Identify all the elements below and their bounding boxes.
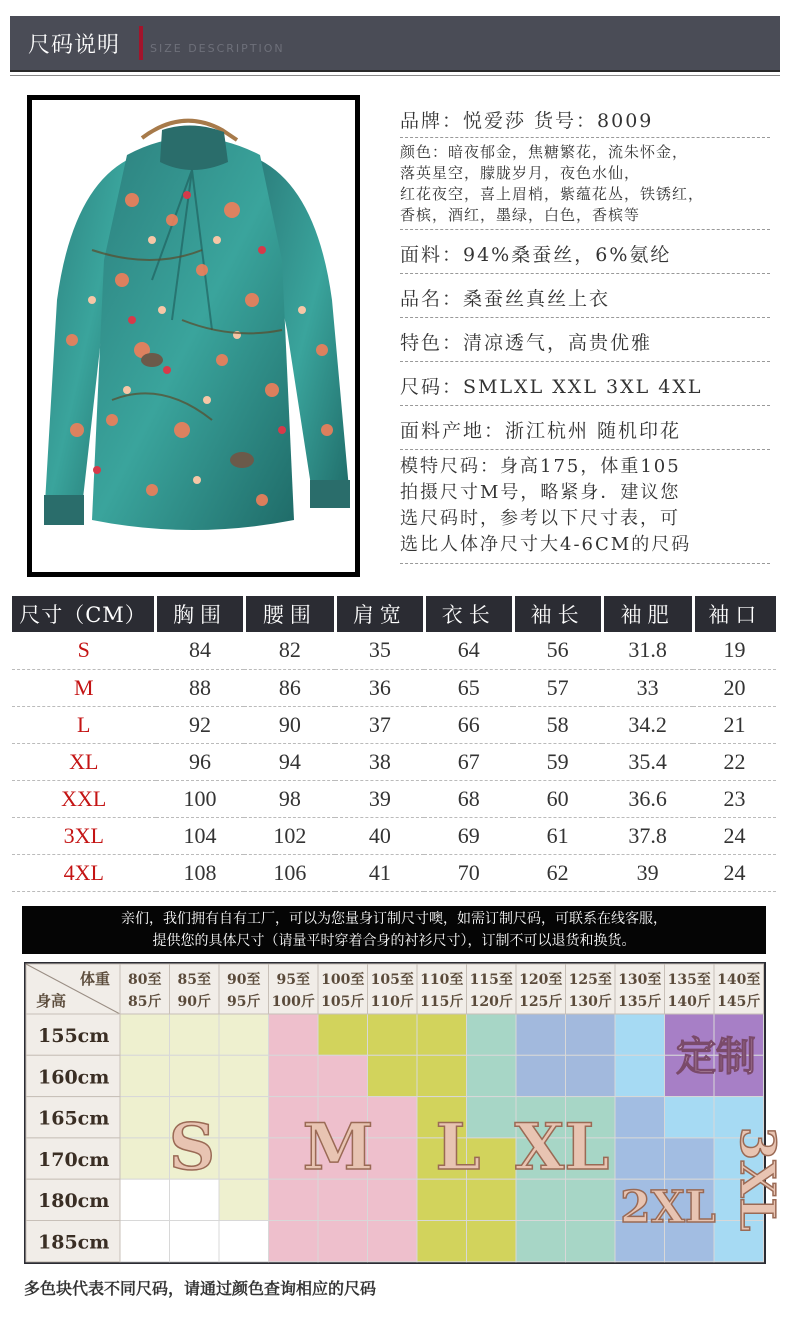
grid-cell <box>368 1014 418 1055</box>
grid-cell <box>120 1179 170 1220</box>
measurement-cell: 108 <box>156 854 245 891</box>
grid-cell <box>566 1179 616 1220</box>
weight-label-bottom: 105斤 <box>321 994 365 1010</box>
measurement-cell: 106 <box>244 854 335 891</box>
grid-cell <box>368 1179 418 1220</box>
weight-label-bottom: 125斤 <box>519 994 563 1010</box>
measurement-cell: 35.4 <box>602 743 693 780</box>
weight-label-bottom: 115斤 <box>420 994 464 1010</box>
size-table-header <box>12 596 776 632</box>
product-photo <box>27 95 360 577</box>
weight-label-bottom: 85斤 <box>128 994 162 1010</box>
weight-label-top: 135至 <box>667 972 711 988</box>
grid-cell <box>467 1179 517 1220</box>
size-cell: 3XL <box>12 817 156 854</box>
grid-cell <box>417 1221 467 1262</box>
weight-label-top: 130至 <box>618 972 662 988</box>
measurement-cell: 70 <box>424 854 513 891</box>
size-label-custom: 定制 <box>676 1033 756 1080</box>
measurement-cell: 20 <box>693 669 776 706</box>
weight-label-top: 95至 <box>276 972 310 988</box>
product-info-panel <box>400 100 770 564</box>
measurement-cell: 59 <box>513 743 602 780</box>
grid-cell <box>516 1014 566 1055</box>
sizes-row: 尺码：SMLXL XXL 3XL 4XL <box>400 362 770 406</box>
weight-label-top: 140至 <box>717 972 761 988</box>
weight-label-top: 105至 <box>370 972 414 988</box>
table-row <box>12 817 776 854</box>
grid-cell <box>467 1055 517 1096</box>
grid-cell <box>467 1014 517 1055</box>
height-label: 170cm <box>38 1148 110 1171</box>
measurement-cell: 23 <box>693 780 776 817</box>
measurement-cell: 21 <box>693 706 776 743</box>
size-selection-grid <box>24 962 785 1264</box>
grid-cell <box>368 1221 418 1262</box>
measurement-cell: 38 <box>335 743 424 780</box>
measurement-cell: 98 <box>244 780 335 817</box>
measurement-cell: 60 <box>513 780 602 817</box>
height-label: 160cm <box>38 1066 110 1089</box>
grid-cell <box>170 1221 220 1262</box>
feature-row: 特色：清凉透气，高贵优雅 <box>400 318 770 362</box>
color-line: 颜色：暗夜郁金，焦糖繁花，流朱怀金， <box>400 143 689 161</box>
measurement-cell: 90 <box>244 706 335 743</box>
grid-cell <box>170 1179 220 1220</box>
grid-cell <box>417 1014 467 1055</box>
grid-cell <box>120 1221 170 1262</box>
grid-cell <box>615 1055 665 1096</box>
size-grid-chart <box>26 964 785 1262</box>
measurement-cell: 56 <box>513 632 602 669</box>
section-header <box>10 16 780 70</box>
grid-cell <box>318 1055 368 1096</box>
measurement-cell: 62 <box>513 854 602 891</box>
size-label-s: S <box>168 1110 216 1185</box>
grid-cell <box>615 1097 665 1138</box>
grid-cell <box>318 1179 368 1220</box>
measurement-cell: 37.8 <box>602 817 693 854</box>
grid-cell <box>120 1055 170 1096</box>
size-cell: L <box>12 706 156 743</box>
measurement-cell: 64 <box>424 632 513 669</box>
measurement-cell: 102 <box>244 817 335 854</box>
grid-cell <box>665 1097 715 1138</box>
measurement-cell: 58 <box>513 706 602 743</box>
measurement-cell: 66 <box>424 706 513 743</box>
header-accent-bar <box>139 26 143 60</box>
weight-label-top: 85至 <box>177 972 211 988</box>
grid-cell <box>566 1055 616 1096</box>
height-label: 165cm <box>38 1107 110 1130</box>
notice-line: 亲们，我们拥有自有工厂，可以为您量身订制尺寸噢，如需订制尺码，可联系在线客服， <box>121 911 667 927</box>
measurement-cell: 82 <box>244 632 335 669</box>
grid-cell <box>170 1055 220 1096</box>
grid-cell <box>269 1179 319 1220</box>
color-line: 落英星空，朦胧岁月，夜色水仙， <box>400 164 641 182</box>
weight-label-bottom: 100斤 <box>271 994 315 1010</box>
measurement-cell: 24 <box>693 854 776 891</box>
column-header: 袖肥 <box>602 596 693 632</box>
size-label-m: M <box>302 1110 374 1185</box>
column-header: 肩宽 <box>335 596 424 632</box>
measurement-cell: 40 <box>335 817 424 854</box>
size-label-xl: XL <box>514 1110 610 1185</box>
size-label-2xl: 2XL <box>620 1182 716 1233</box>
weight-label-bottom: 140斤 <box>667 994 711 1010</box>
column-header: 腰围 <box>244 596 335 632</box>
grid-cell <box>318 1221 368 1262</box>
size-cell: XXL <box>12 780 156 817</box>
measurement-cell: 34.2 <box>602 706 693 743</box>
grid-cell <box>219 1221 269 1262</box>
grid-cell <box>566 1221 616 1262</box>
weight-label-top: 90至 <box>227 972 261 988</box>
weight-label-bottom: 110斤 <box>370 994 414 1010</box>
measurement-cell: 67 <box>424 743 513 780</box>
grid-footnote: 多色块代表不同尺码，请通过颜色查询相应的尺码 <box>24 1279 377 1298</box>
measurement-cell: 41 <box>335 854 424 891</box>
corner-height-label: 身高 <box>36 992 67 1010</box>
measurement-cell: 35 <box>335 632 424 669</box>
height-label: 155cm <box>38 1025 110 1047</box>
grid-cell <box>170 1014 220 1055</box>
weight-label-top: 115至 <box>469 972 513 988</box>
column-header: 胸围 <box>156 596 245 632</box>
weight-label-top: 125至 <box>568 972 612 988</box>
header-divider <box>10 70 780 72</box>
grid-cell <box>120 1138 170 1179</box>
table-row <box>12 854 776 891</box>
table-row <box>12 706 776 743</box>
grid-cell <box>368 1138 418 1179</box>
column-header: 袖口 <box>693 596 776 632</box>
grid-cell <box>219 1097 269 1138</box>
measurement-cell: 31.8 <box>602 632 693 669</box>
grid-cell <box>368 1097 418 1138</box>
grid-cell <box>516 1179 566 1220</box>
size-label-l: L <box>435 1110 481 1185</box>
color-row <box>400 138 770 230</box>
measurement-cell: 19 <box>693 632 776 669</box>
column-header: 衣长 <box>424 596 513 632</box>
model-line: 模特尺码：身高175，体重105 <box>400 456 681 477</box>
size-table <box>12 596 776 892</box>
column-header: 尺寸（CM） <box>12 596 156 632</box>
header-divider-thin <box>10 75 780 76</box>
measurement-cell: 92 <box>156 706 245 743</box>
grid-cell <box>219 1179 269 1220</box>
height-label: 180cm <box>38 1190 110 1213</box>
weight-label-bottom: 130斤 <box>568 994 612 1010</box>
grid-cell <box>269 1014 319 1055</box>
grid-cell <box>318 1014 368 1055</box>
measurement-cell: 61 <box>513 817 602 854</box>
weight-label-top: 80至 <box>128 972 162 988</box>
measurement-cell: 24 <box>693 817 776 854</box>
measurement-cell: 84 <box>156 632 245 669</box>
measurement-cell: 39 <box>335 780 424 817</box>
model-line: 选比人体净尺寸大4-6CM的尺码 <box>400 534 692 555</box>
measurement-cell: 96 <box>156 743 245 780</box>
measurement-cell: 22 <box>693 743 776 780</box>
measurement-cell: 36.6 <box>602 780 693 817</box>
grid-cell <box>665 1138 715 1179</box>
grid-cell <box>269 1221 319 1262</box>
measurement-cell: 36 <box>335 669 424 706</box>
brand-row: 品牌：悦爱莎 货号：8009 <box>400 100 770 138</box>
table-row <box>12 669 776 706</box>
measurement-cell: 65 <box>424 669 513 706</box>
color-line: 红花夜空，喜上眉梢，紫蕴花丛，铁锈红， <box>400 185 705 203</box>
custom-order-notice <box>22 906 766 954</box>
weight-label-top: 100至 <box>321 972 365 988</box>
weight-label-bottom: 120斤 <box>469 994 513 1010</box>
section-subtitle: SIZE DESCRIPTION <box>150 42 285 55</box>
product-name-row: 品名：桑蚕丝真丝上衣 <box>400 274 770 318</box>
grid-cell <box>467 1221 517 1262</box>
origin-row: 面料产地：浙江杭州 随机印花 <box>400 406 770 450</box>
grid-cell <box>269 1055 319 1096</box>
model-line: 拍摄尺寸M号，略紧身．建议您 <box>400 482 681 503</box>
measurement-cell: 69 <box>424 817 513 854</box>
notice-line: 提供您的具体尺寸（请量平时穿着合身的衬衫尺寸），订制不可以退货和换货。 <box>152 933 636 949</box>
grid-cell <box>368 1055 418 1096</box>
measurement-cell: 68 <box>424 780 513 817</box>
weight-label-top: 120至 <box>519 972 563 988</box>
weight-label-bottom: 135斤 <box>618 994 662 1010</box>
size-cell: XL <box>12 743 156 780</box>
weight-label-bottom: 145斤 <box>717 994 761 1010</box>
measurement-cell: 86 <box>244 669 335 706</box>
size-label-3xl: 3XL <box>729 1126 785 1232</box>
grid-cell <box>615 1138 665 1179</box>
measurement-cell: 57 <box>513 669 602 706</box>
size-cell: S <box>12 632 156 669</box>
table-row <box>12 780 776 817</box>
grid-cell <box>615 1014 665 1055</box>
model-line: 选尺码时，参考以下尺寸表，可 <box>400 508 680 529</box>
corner-weight-label: 体重 <box>80 970 111 988</box>
color-line: 香槟，酒红，墨绿，白色，香槟等 <box>400 206 641 224</box>
grid-cell <box>120 1097 170 1138</box>
measurement-cell: 37 <box>335 706 424 743</box>
weight-label-top: 110至 <box>420 972 464 988</box>
grid-cell <box>219 1138 269 1179</box>
measurement-cell: 104 <box>156 817 245 854</box>
grid-cell <box>417 1179 467 1220</box>
measurement-cell: 33 <box>602 669 693 706</box>
weight-label-bottom: 90斤 <box>177 994 211 1010</box>
table-row <box>12 743 776 780</box>
model-size-row <box>400 450 770 564</box>
section-title: 尺码说明 <box>28 33 121 58</box>
grid-cell <box>219 1055 269 1096</box>
grid-cell <box>516 1221 566 1262</box>
measurement-cell: 94 <box>244 743 335 780</box>
height-label: 185cm <box>38 1231 110 1254</box>
grid-cell <box>120 1014 170 1055</box>
measurement-cell: 39 <box>602 854 693 891</box>
table-row <box>12 632 776 669</box>
measurement-cell: 88 <box>156 669 245 706</box>
measurement-cell: 100 <box>156 780 245 817</box>
column-header: 袖长 <box>513 596 602 632</box>
grid-cell <box>516 1055 566 1096</box>
grid-cell <box>417 1055 467 1096</box>
weight-label-bottom: 95斤 <box>227 994 261 1010</box>
grid-cell <box>219 1014 269 1055</box>
fabric-row: 面料：94%桑蚕丝，6%氨纶 <box>400 230 770 274</box>
blouse-illustration <box>32 100 355 572</box>
size-cell: 4XL <box>12 854 156 891</box>
grid-cell <box>566 1014 616 1055</box>
size-cell: M <box>12 669 156 706</box>
